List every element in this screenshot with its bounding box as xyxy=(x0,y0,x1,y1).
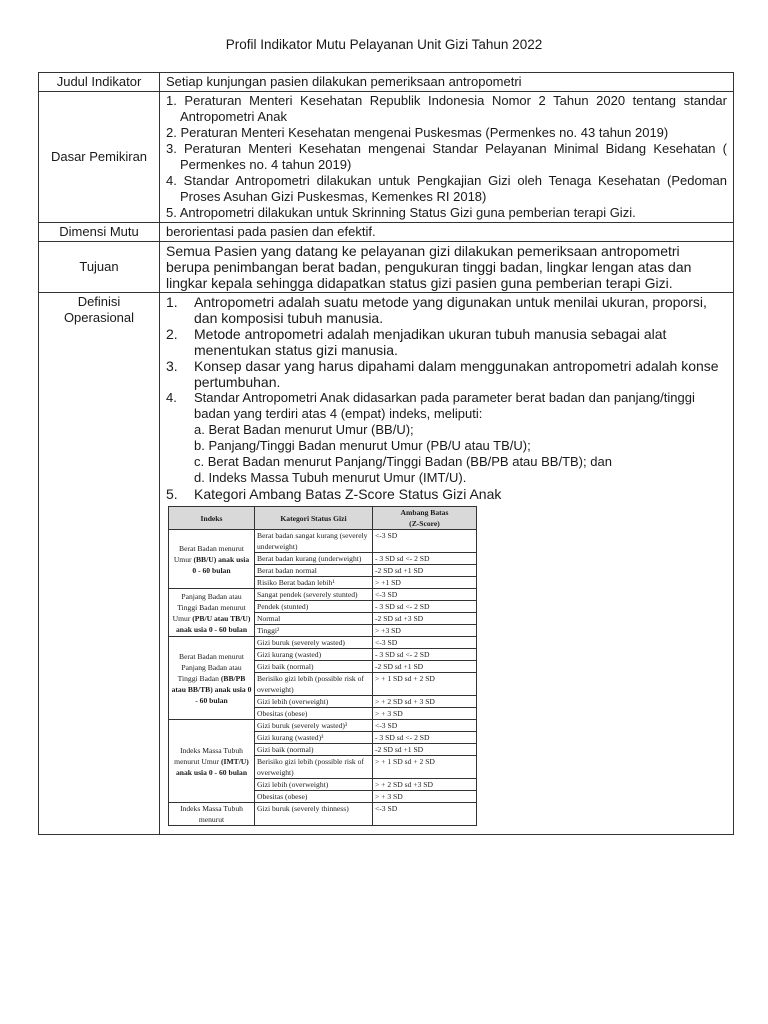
judul-value: Setiap kunjungan pasien dilakukan pemeriksaan antropometri xyxy=(160,73,734,92)
zscore-row xyxy=(169,589,477,601)
zscore-category: Gizi kurang (wasted)³ xyxy=(255,732,373,744)
definisi-item-text: Konsep dasar yang harus dipahami dalam menggunakan antropometri adalah konse pertumbuhan. xyxy=(194,358,719,390)
zscore-index-cell xyxy=(169,637,255,720)
definisi-item-text xyxy=(194,390,727,486)
zscore-index-cell xyxy=(169,589,255,637)
zscore-index-code: (BB/U) anak usia 0 - 60 bulan xyxy=(192,554,250,575)
zscore-threshold: <-3 SD xyxy=(373,589,477,601)
zscore-index-name: Indeks Massa Tubuh menurut Umur xyxy=(174,745,243,766)
definisi-subitem: c. Berat Badan menurut Panjang/Tinggi Badan (BB/PB atau BB/TB); dan xyxy=(194,454,612,469)
zscore-threshold: <-3 SD xyxy=(373,530,477,553)
zscore-threshold: > + 3 SD xyxy=(373,708,477,720)
dimensi-value: berorientasi pada pasien dan efektif. xyxy=(160,223,734,242)
definisi-value xyxy=(160,293,734,835)
zscore-category: Tinggi² xyxy=(255,625,373,637)
zscore-index-cell xyxy=(169,720,255,803)
zscore-threshold: - 3 SD sd <- 2 SD xyxy=(373,601,477,613)
zscore-category: Berisiko gizi lebih (possible risk of overweight) xyxy=(255,673,373,696)
definisi-item xyxy=(166,294,727,326)
zscore-row xyxy=(169,637,477,649)
zscore-index-cell xyxy=(169,530,255,589)
zscore-threshold: > + 3 SD xyxy=(373,791,477,803)
zscore-index-code: (BB/PB atau BB/TB) anak usia 0 - 60 bulan xyxy=(171,673,252,705)
judul-label: Judul Indikator xyxy=(39,73,160,92)
definisi-item xyxy=(166,486,727,502)
zscore-category: Gizi baik (normal) xyxy=(255,744,373,756)
zscore-header-ambang-line1: Ambang Batas xyxy=(400,508,449,517)
definisi-label-line1: Definisi xyxy=(77,294,121,309)
dimensi-label: Dimensi Mutu xyxy=(39,223,160,242)
zscore-category: Gizi lebih (overweight) xyxy=(255,779,373,791)
zscore-category: Gizi buruk (severely thinness) xyxy=(255,803,373,826)
zscore-category: Normal xyxy=(255,613,373,625)
zscore-category: Obesitas (obese) xyxy=(255,791,373,803)
definisi-item-number: 4. xyxy=(166,390,177,405)
zscore-threshold: -2 SD sd +3 SD xyxy=(373,613,477,625)
zscore-row xyxy=(169,720,477,732)
definisi-item-number: 5. xyxy=(166,486,178,502)
dasar-item: 4. Standar Antropometri dilakukan untuk Pengkajian Gizi oleh Tenaga Kesehatan (Pedoman Proses Asuhan Gizi Puskesmas, Kemenkes RI 2018) xyxy=(166,173,727,204)
zscore-index-code: (IMT/U) anak usia 0 - 60 bulan xyxy=(175,756,249,777)
zscore-threshold: <-3 SD xyxy=(373,720,477,732)
dasar-item: 1. Peraturan Menteri Kesehatan Republik Indonesia Nomor 2 Tahun 2020 tentang standar Antropometri Anak xyxy=(166,93,727,124)
definisi-sublist xyxy=(194,422,727,486)
zscore-threshold: > + 1 SD sd + 2 SD xyxy=(373,756,477,779)
zscore-index-name: Indeks Massa Tubuh menurut xyxy=(180,804,243,824)
zscore-row xyxy=(169,530,477,553)
zscore-category: Berat badan sangat kurang (severely underweight) xyxy=(255,530,373,553)
definisi-item-number: 3. xyxy=(166,358,178,374)
zscore-index-name: Berat Badan menurut Umur xyxy=(173,543,244,564)
zscore-category: Gizi buruk (severely wasted) xyxy=(255,637,373,649)
zscore-index-name: Berat Badan menurut Panjang Badan atau Tinggi Badan xyxy=(177,651,244,683)
zscore-index-cell xyxy=(169,803,255,826)
definisi-item-text: Metode antropometri adalah menjadikan ukuran tubuh manusia sebagai alat menentukan status gizi manusia. xyxy=(194,326,667,358)
zscore-header-ambang xyxy=(373,507,477,530)
zscore-threshold: > +3 SD xyxy=(373,625,477,637)
dasar-item: 5. Antropometri dilakukan untuk Skrinning Status Gizi guna pemberian terapi Gizi. xyxy=(166,205,636,220)
definisi-item xyxy=(166,390,727,486)
zscore-header-row xyxy=(169,507,477,530)
zscore-category: Berat badan normal xyxy=(255,565,373,577)
zscore-category: Gizi lebih (overweight) xyxy=(255,696,373,708)
zscore-threshold: > + 2 SD sd +3 SD xyxy=(373,779,477,791)
definisi-item-text: Antropometri adalah suatu metode yang digunakan untuk menilai ukuran, proporsi, dan komposisi tubuh manusia. xyxy=(194,294,707,326)
dasar-value xyxy=(160,92,734,223)
tujuan-value: Semua Pasien yang datang ke pelayanan gizi dilakukan pemeriksaan antropometri berupa penimbangan berat badan, pengukuran tinggi badan, lingkar lengan atas dan lingkar kepala sehingga didapatkan status gizi pasien guna pemberian terapi Gizi. xyxy=(160,242,734,293)
row-tujuan xyxy=(39,242,734,293)
definisi-item xyxy=(166,358,727,390)
definisi-item-text-content: Standar Antropometri Anak didasarkan pada parameter berat badan dan panjang/tinggi badan yang terdiri atas 4 (empat) indeks, meliputi: xyxy=(194,390,695,421)
definisi-item-text: Kategori Ambang Batas Z-Score Status Gizi Anak xyxy=(194,486,502,502)
zscore-category: Gizi kurang (wasted) xyxy=(255,649,373,661)
zscore-threshold: -2 SD sd +1 SD xyxy=(373,661,477,673)
definisi-item-number: 2. xyxy=(166,326,178,342)
zscore-category: Sangat pendek (severely stunted) xyxy=(255,589,373,601)
zscore-category: Berat badan kurang (underweight) xyxy=(255,553,373,565)
definisi-subitem: b. Panjang/Tinggi Badan menurut Umur (PB/U atau TB/U); xyxy=(194,438,531,453)
zscore-category: Gizi baik (normal) xyxy=(255,661,373,673)
zscore-threshold: -2 SD sd +1 SD xyxy=(373,565,477,577)
zscore-header-indeks: Indeks xyxy=(169,507,255,530)
zscore-row xyxy=(169,803,477,826)
zscore-category: Obesitas (obese) xyxy=(255,708,373,720)
zscore-threshold: - 3 SD sd <- 2 SD xyxy=(373,732,477,744)
row-dasar xyxy=(39,92,734,223)
definisi-label-line2: Operasional xyxy=(63,310,135,325)
zscore-category: Pendek (stunted) xyxy=(255,601,373,613)
row-definisi xyxy=(39,293,734,835)
zscore-table xyxy=(168,506,477,826)
zscore-threshold: > + 1 SD sd + 2 SD xyxy=(373,673,477,696)
page-title: Profil Indikator Mutu Pelayanan Unit Gizi Tahun 2022 xyxy=(225,37,543,52)
zscore-threshold: <-3 SD xyxy=(373,637,477,649)
tujuan-label: Tujuan xyxy=(39,242,160,293)
zscore-threshold: > + 2 SD sd + 3 SD xyxy=(373,696,477,708)
zscore-index-code: (PB/U atau TB/U) anak usia 0 - 60 bulan xyxy=(175,613,251,634)
definisi-subitem: a. Berat Badan menurut Umur (BB/U); xyxy=(194,422,414,437)
zscore-category: Risiko Berat badan lebih¹ xyxy=(255,577,373,589)
dasar-label: Dasar Pemikiran xyxy=(39,92,160,223)
definisi-item-number: 1. xyxy=(166,294,178,310)
dasar-item: 2. Peraturan Menteri Kesehatan mengenai Puskesmas (Permenkes no. 43 tahun 2019) xyxy=(166,125,669,140)
definisi-item xyxy=(166,326,727,358)
dasar-item: 3. Peraturan Menteri Kesehatan mengenai Standar Pelayanan Minimal Bidang Kesehatan ( Permenkes no. 4 tahun 2019) xyxy=(166,141,727,172)
zscore-threshold: <-3 SD xyxy=(373,803,477,826)
zscore-threshold: > +1 SD xyxy=(373,577,477,589)
row-dimensi xyxy=(39,223,734,242)
zscore-threshold: - 3 SD sd <- 2 SD xyxy=(373,649,477,661)
zscore-index-name: Panjang Badan atau Tinggi Badan menurut Umur xyxy=(172,591,246,623)
zscore-header-kategori: Kategori Status Gizi xyxy=(255,507,373,530)
definisi-label xyxy=(39,293,160,835)
dasar-list xyxy=(166,93,727,221)
zscore-body xyxy=(169,530,477,826)
zscore-category: Berisiko gizi lebih (possible risk of overweight) xyxy=(255,756,373,779)
zscore-threshold: - 3 SD sd <- 2 SD xyxy=(373,553,477,565)
definisi-subitem: d. Indeks Massa Tubuh menurut Umur (IMT/U). xyxy=(194,470,467,485)
zscore-category: Gizi buruk (severely wasted)³ xyxy=(255,720,373,732)
zscore-header-ambang-line2: (Z-Score) xyxy=(409,519,440,528)
zscore-threshold: -2 SD sd +1 SD xyxy=(373,744,477,756)
row-judul xyxy=(39,73,734,92)
indicator-profile-table xyxy=(38,72,734,835)
